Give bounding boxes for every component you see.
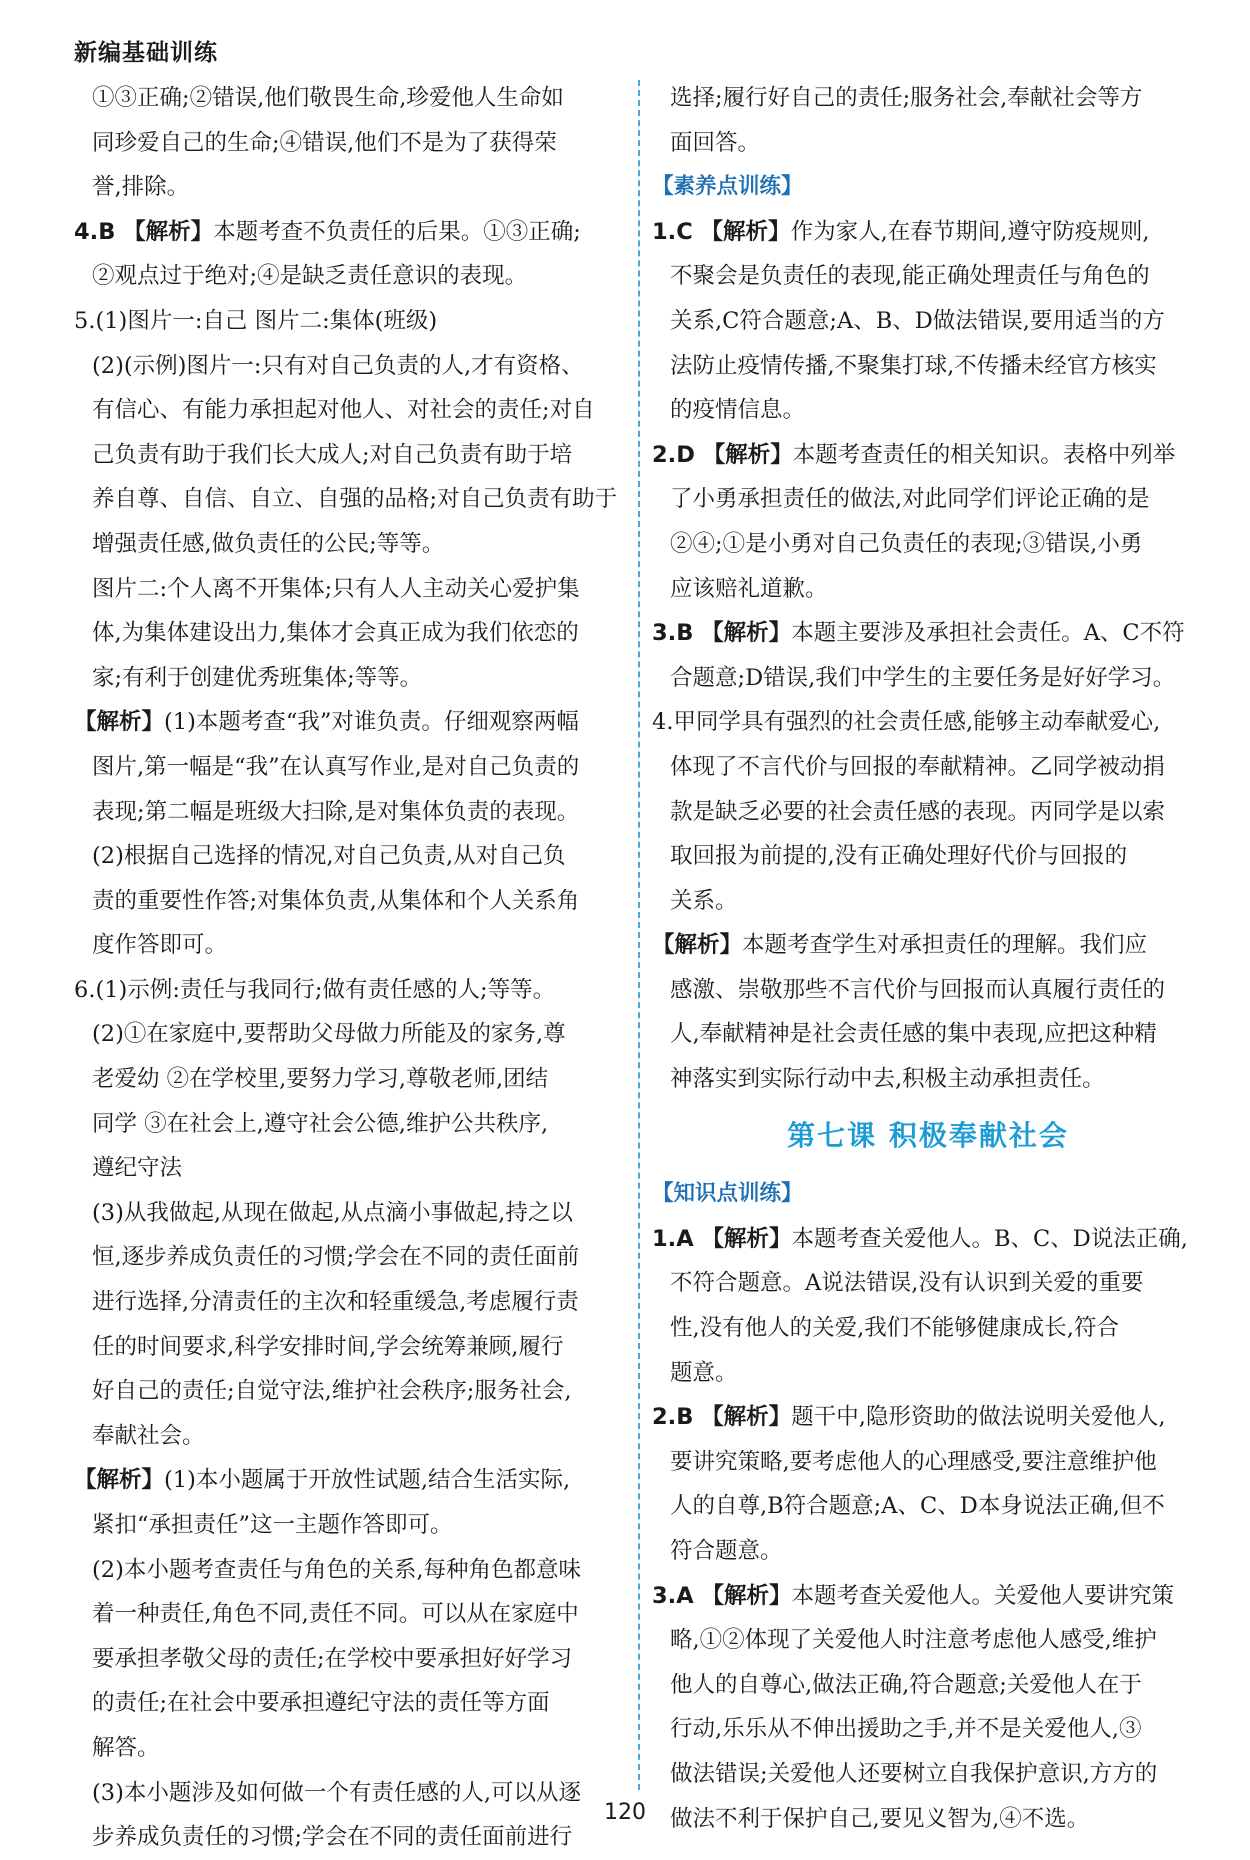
text-line <box>652 567 1204 612</box>
text-line <box>652 968 1204 1013</box>
section-heading-zhishi: 【知识点训练】 <box>652 1181 803 1207</box>
text-line <box>652 210 1204 255</box>
line-text: 体现了不言代价与回报的奉献精神。乙同学被动捐 <box>670 753 1166 780</box>
text-line <box>74 1503 624 1548</box>
text-line <box>652 1261 1204 1306</box>
answer-tag: 【解析】 <box>74 1467 165 1494</box>
line-text: 好自己的责任;自觉守法,维护社会秩序;服务社会, <box>92 1378 572 1405</box>
line-text: 关系。 <box>670 887 738 914</box>
line-text: 同珍爱自己的生命;④错误,他们不是为了获得荣 <box>92 129 557 156</box>
text-line <box>74 1726 624 1771</box>
line-text: 作为家人,在春节期间,遵守防疫规则, <box>790 218 1150 245</box>
line-text: ②④;①是小勇对自己负责任的表现;③错误,小勇 <box>670 530 1143 557</box>
left-lines <box>74 76 624 1860</box>
running-header: 新编基础训练 <box>74 40 218 66</box>
text-line <box>74 1592 624 1637</box>
line-text: 养自尊、自信、自立、自强的品格;对自己负责有助于 <box>92 486 618 513</box>
right-column <box>652 76 1204 1841</box>
text-line <box>652 1529 1204 1574</box>
line-text: (2)①在家庭中,要帮助父母做力所能及的家务,尊 <box>92 1021 566 1048</box>
text-line <box>652 1217 1204 1262</box>
text-line <box>652 388 1204 433</box>
line-text: 的责任;在社会中要承担遵纪守法的责任等方面 <box>92 1690 550 1717</box>
line-text: 紧扣“承担责任”这一主题作答即可。 <box>92 1512 453 1538</box>
line-text: 人的自尊,B符合题意;A、C、D本身说法正确,但不 <box>670 1493 1165 1520</box>
line-text: (2)根据自己选择的情况,对自己负责,从对自己负 <box>92 843 566 870</box>
line-text: 本题主要涉及承担社会责任。A、C不符 <box>791 620 1185 647</box>
line-text: 行动,乐乐从不伸出援助之手,并不是关爱他人,③ <box>670 1716 1142 1743</box>
text-line <box>74 76 624 121</box>
text-line <box>652 879 1204 924</box>
line-text: 本题考查关爱他人。B、C、D说法正确, <box>791 1225 1188 1252</box>
line-text: 己负责有助于我们长大成人;对自己负责有助于培 <box>92 441 573 468</box>
text-line <box>74 968 624 1013</box>
text-line <box>652 1440 1204 1485</box>
line-text: 本题考查学生对承担责任的理解。我们应 <box>742 932 1148 959</box>
line-text: 任的时间要求,科学安排时间,学会统筹兼顾,履行 <box>92 1333 564 1360</box>
text-line <box>74 388 624 433</box>
line-text: 进行选择,分清责任的主次和轻重缓急,考虑履行责 <box>92 1289 579 1316</box>
line-text: (3)从我做起,从现在做起,从点滴小事做起,持之以 <box>92 1199 573 1226</box>
line-text: 6.(1)示例:责任与我同行;做有责任感的人;等等。 <box>74 976 556 1003</box>
line-text: 老爱幼 ②在学校里,要努力学习,尊敬老师,团结 <box>92 1066 549 1093</box>
line-text: 关系,C符合题意;A、B、D做法错误,要用适当的方 <box>670 307 1165 334</box>
answer-tag: 1.C 【解析】 <box>652 218 791 245</box>
text-line <box>652 1057 1204 1102</box>
text-line <box>652 1012 1204 1057</box>
line-text: (2)本小题考查责任与角色的关系,每种角色都意味 <box>92 1556 582 1583</box>
text-line <box>652 1306 1204 1351</box>
text-line <box>652 299 1204 344</box>
text-line <box>652 344 1204 389</box>
text-line <box>74 1012 624 1057</box>
line-text: (1)本小题属于开放性试题,结合生活实际, <box>164 1467 571 1494</box>
text-line <box>74 567 624 612</box>
answer-tag: 2.B 【解析】 <box>652 1404 792 1431</box>
line-text: 誉,排除。 <box>92 174 190 201</box>
line-text: 合题意;D错误,我们中学生的主要任务是好好学习。 <box>670 664 1176 691</box>
line-text: 图片,第一幅是“我”在认真写作业,是对自己负责的 <box>92 753 580 780</box>
text-line <box>652 1574 1204 1619</box>
text-line <box>74 433 624 478</box>
right-bottom-lines <box>652 1217 1204 1841</box>
line-text: 了小勇承担责任的做法,对此同学们评论正确的是 <box>670 486 1150 513</box>
right-mid-lines <box>652 210 1204 1102</box>
text-line <box>652 76 1204 121</box>
line-text: 做法错误;关爱他人还要树立自我保护意识,方方的 <box>670 1760 1158 1787</box>
answer-tag: 3.B 【解析】 <box>652 620 792 647</box>
text-line <box>74 254 624 299</box>
line-text: 不符合题意。A说法错误,没有认识到关爱的重要 <box>670 1270 1144 1297</box>
text-line <box>652 433 1204 478</box>
line-text: 家;有利于创建优秀班集体;等等。 <box>92 664 423 691</box>
text-line <box>652 1395 1204 1440</box>
text-line <box>652 1484 1204 1529</box>
line-text: 取回报为前提的,没有正确处理好代价与回报的 <box>670 843 1128 870</box>
text-line <box>74 1548 624 1593</box>
line-text: ①③正确;②错误,他们敬畏生命,珍爱他人生命如 <box>92 85 564 111</box>
text-line <box>652 1752 1204 1797</box>
line-text: 符合题意。 <box>670 1538 783 1564</box>
text-line <box>652 1663 1204 1708</box>
page-number: 120 <box>604 1800 646 1825</box>
text-line <box>74 522 624 567</box>
text-line <box>652 522 1204 567</box>
text-line <box>652 1618 1204 1663</box>
line-text: 人,奉献精神是社会责任感的集中表现,应把这种精 <box>670 1021 1157 1048</box>
line-text: 恒,逐步养成负责任的习惯;学会在不同的责任面前 <box>92 1244 580 1271</box>
text-line <box>652 834 1204 879</box>
line-text: 解答。 <box>92 1734 160 1761</box>
line-text: 本题考查关爱他人。关爱他人要讲究策 <box>791 1582 1174 1609</box>
line-text: 本题考查责任的相关知识。表格中列举 <box>792 441 1176 468</box>
left-column <box>74 76 624 1860</box>
text-line <box>652 611 1204 656</box>
text-line <box>652 790 1204 835</box>
text-line <box>652 656 1204 701</box>
text-line <box>74 210 624 255</box>
text-line <box>74 745 624 790</box>
text-line <box>74 790 624 835</box>
line-text: 责的重要性作答;对集体负责,从集体和个人关系角 <box>92 887 580 914</box>
line-text: 题干中,隐形资助的做法说明关爱他人, <box>791 1404 1166 1431</box>
line-text: 题意。 <box>670 1359 738 1386</box>
text-line <box>652 121 1204 166</box>
line-text: 着一种责任,角色不同,责任不同。可以从在家庭中 <box>92 1601 579 1628</box>
answer-tag: 【解析】 <box>74 709 165 736</box>
line-text: 他人的自尊心,做法正确,符合题意;关爱他人在于 <box>670 1671 1142 1698</box>
line-text: 法防止疫情传播,不聚集打球,不传播未经官方核实 <box>670 352 1157 379</box>
text-line <box>652 477 1204 522</box>
line-text: 5.(1)图片一:自己 图片二:集体(班级) <box>74 307 438 334</box>
text-line <box>74 1637 624 1682</box>
line-text: 面回答。 <box>670 129 761 156</box>
text-line <box>74 1191 624 1236</box>
line-text: 略,①②体现了关爱他人时注意考虑他人感受,维护 <box>670 1627 1157 1654</box>
line-text: 步养成负责任的习惯;学会在不同的责任面前进行 <box>92 1824 573 1851</box>
text-line <box>74 299 624 344</box>
line-text: 4.甲同学具有强烈的社会责任感,能够主动奉献爱心, <box>652 709 1161 736</box>
line-text: ②观点过于绝对;④是缺乏责任意识的表现。 <box>92 263 528 290</box>
line-text: 奉献社会。 <box>92 1422 205 1449</box>
text-line <box>74 1369 624 1414</box>
text-line <box>652 745 1204 790</box>
section-heading-suyang: 【素养点训练】 <box>652 174 803 200</box>
line-text: 本题考查不负责任的后果。①③正确; <box>213 218 581 245</box>
text-line <box>74 121 624 166</box>
line-text: 的疫情信息。 <box>670 397 806 424</box>
line-text: 做法不利于保护自己,要见义智为,④不选。 <box>670 1805 1090 1832</box>
text-line <box>74 700 624 745</box>
answer-tag: 3.A 【解析】 <box>652 1582 792 1609</box>
text-line <box>74 477 624 522</box>
line-text: (2)(示例)图片一:只有对自己负责的人,才有资格、 <box>92 352 584 379</box>
line-text: 应该赔礼道歉。 <box>670 575 828 602</box>
text-line <box>74 1057 624 1102</box>
text-line <box>74 611 624 656</box>
line-text: 款是缺乏必要的社会责任感的表现。丙同学是以索 <box>670 798 1166 825</box>
text-line <box>652 254 1204 299</box>
line-text: 有信心、有能力承担起对他人、对社会的责任;对自 <box>92 397 595 424</box>
right-top-lines <box>652 76 1204 165</box>
text-line <box>74 344 624 389</box>
line-text: 要讲究策略,要考虑他人的心理感受,要注意维护他 <box>670 1448 1157 1475</box>
line-text: 性,没有他人的关爱,我们不能够健康成长,符合 <box>670 1315 1119 1342</box>
answer-tag: 4.B 【解析】 <box>74 218 214 245</box>
text-line <box>74 1102 624 1147</box>
text-line <box>74 1146 624 1191</box>
line-text: 不聚会是负责任的表现,能正确处理责任与角色的 <box>670 263 1150 290</box>
line-text: (1)本题考查“我”对谁负责。仔细观察两幅 <box>164 709 579 736</box>
line-text: 要承担孝敬父母的责任;在学校中要承担好好学习 <box>92 1645 573 1672</box>
text-line <box>74 834 624 879</box>
text-line <box>652 700 1204 745</box>
line-text: 图片二:个人离不开集体;只有人人主动关心爱护集 <box>92 575 580 602</box>
text-line <box>74 1458 624 1503</box>
line-text: 选择;履行好自己的责任;服务社会,奉献社会等方 <box>670 85 1143 111</box>
text-line <box>74 879 624 924</box>
answer-tag: 2.D 【解析】 <box>652 441 793 468</box>
text-line <box>652 1707 1204 1752</box>
line-text: 神落实到实际行动中去,积极主动承担责任。 <box>670 1066 1105 1093</box>
column-divider <box>638 80 640 1790</box>
text-line <box>74 1414 624 1459</box>
lesson-title: 第七课 积极奉献社会 <box>787 1118 1069 1152</box>
text-line <box>74 656 624 701</box>
line-text: 度作答即可。 <box>92 932 228 959</box>
line-text: 增强责任感,做负责任的公民;等等。 <box>92 530 445 557</box>
text-line <box>74 1235 624 1280</box>
text-line <box>74 1325 624 1370</box>
line-text: 感激、崇敬那些不言代价与回报而认真履行责任的 <box>670 976 1166 1003</box>
text-line <box>74 1681 624 1726</box>
line-text: 遵纪守法 <box>92 1155 183 1182</box>
text-line <box>652 1351 1204 1396</box>
line-text: 体,为集体建设出力,集体才会真正成为我们依恋的 <box>92 620 579 647</box>
text-line <box>652 923 1204 968</box>
answer-tag: 1.A 【解析】 <box>652 1225 792 1252</box>
text-line <box>74 1280 624 1325</box>
line-text: 表现;第二幅是班级大扫除,是对集体负责的表现。 <box>92 798 580 825</box>
line-text: 同学 ③在社会上,遵守社会公德,维护公共秩序, <box>92 1110 549 1137</box>
text-line <box>74 923 624 968</box>
text-line <box>74 165 624 210</box>
answer-tag: 【解析】 <box>652 932 743 959</box>
line-text: (3)本小题涉及如何做一个有责任感的人,可以从逐 <box>92 1779 582 1806</box>
